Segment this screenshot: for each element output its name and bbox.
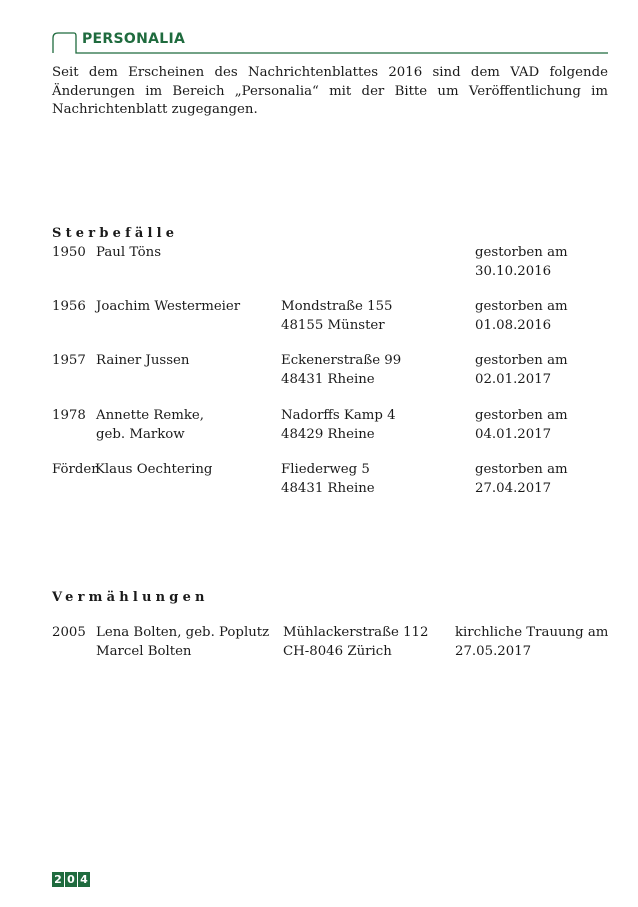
entry-city: 48431 Rheine [281, 371, 375, 387]
marriages-heading: Vermählungen [52, 590, 209, 605]
section-header [52, 30, 608, 54]
entry-name: Rainer Jussen [96, 353, 190, 368]
entry-date: 04.01.2017 [475, 426, 552, 442]
entry-street: Nadorffs Kamp 4 [281, 408, 396, 423]
page-number-digit: 4 [78, 872, 90, 887]
entry-name: Annette Remke, [96, 408, 205, 423]
entry-date: 27.05.2017 [455, 643, 532, 659]
entry-name: Paul Töns [96, 245, 162, 260]
entry-status: kirchliche Trauung am [455, 625, 609, 640]
entry-street: Mühlackerstraße 112 [283, 625, 429, 640]
entry-year: 2005 [52, 625, 86, 640]
entry-city: CH-8046 Zürich [283, 643, 392, 659]
page-number-digit: 2 [52, 872, 64, 887]
entry-name: Lena Bolten, geb. Poplutz [96, 625, 270, 640]
entry-city: 48155 Münster [281, 317, 385, 333]
deaths-heading: Sterbefälle [52, 226, 179, 241]
entry-status: gestorben am [475, 245, 568, 260]
entry-street: Eckenerstraße 99 [281, 353, 402, 368]
entry-year: 1957 [52, 353, 86, 368]
entry-status: gestorben am [475, 353, 568, 368]
entry-name: Joachim Westermeier [96, 299, 241, 314]
entry-date: 01.08.2016 [475, 317, 552, 333]
entry-date: 02.01.2017 [475, 371, 552, 387]
entry-status: gestorben am [475, 408, 568, 423]
entry-birth-name: geb. Markow [96, 426, 185, 442]
entry-status: gestorben am [475, 299, 568, 314]
entry-year: Förder [52, 462, 98, 477]
page-title: PERSONALIA [82, 31, 186, 47]
entry-name: Klaus Oechtering [95, 462, 213, 477]
entry-partner-name: Marcel Bolten [96, 643, 192, 659]
entry-year: 1950 [52, 245, 86, 260]
entry-street: Mondstraße 155 [281, 299, 393, 314]
entry-city: 48431 Rheine [281, 480, 375, 496]
intro-paragraph: Seit dem Erscheinen des Nachrichtenblattes 2016 sind dem VAD folgende Änderungen im Bereich „Personalia“ mit der Bitte um Veröffentlichung im Nachrichtenblatt zugegangen. [52, 65, 608, 117]
entry-date: 27.04.2017 [475, 480, 552, 496]
page-number-digit: 0 [65, 872, 77, 887]
entry-year: 1956 [52, 299, 86, 314]
entry-city: 48429 Rheine [281, 426, 375, 442]
entry-date: 30.10.2016 [475, 263, 552, 279]
entry-street: Fliederweg 5 [281, 462, 370, 477]
page-number [52, 872, 90, 887]
entry-status: gestorben am [475, 462, 568, 477]
entry-year: 1978 [52, 408, 86, 423]
